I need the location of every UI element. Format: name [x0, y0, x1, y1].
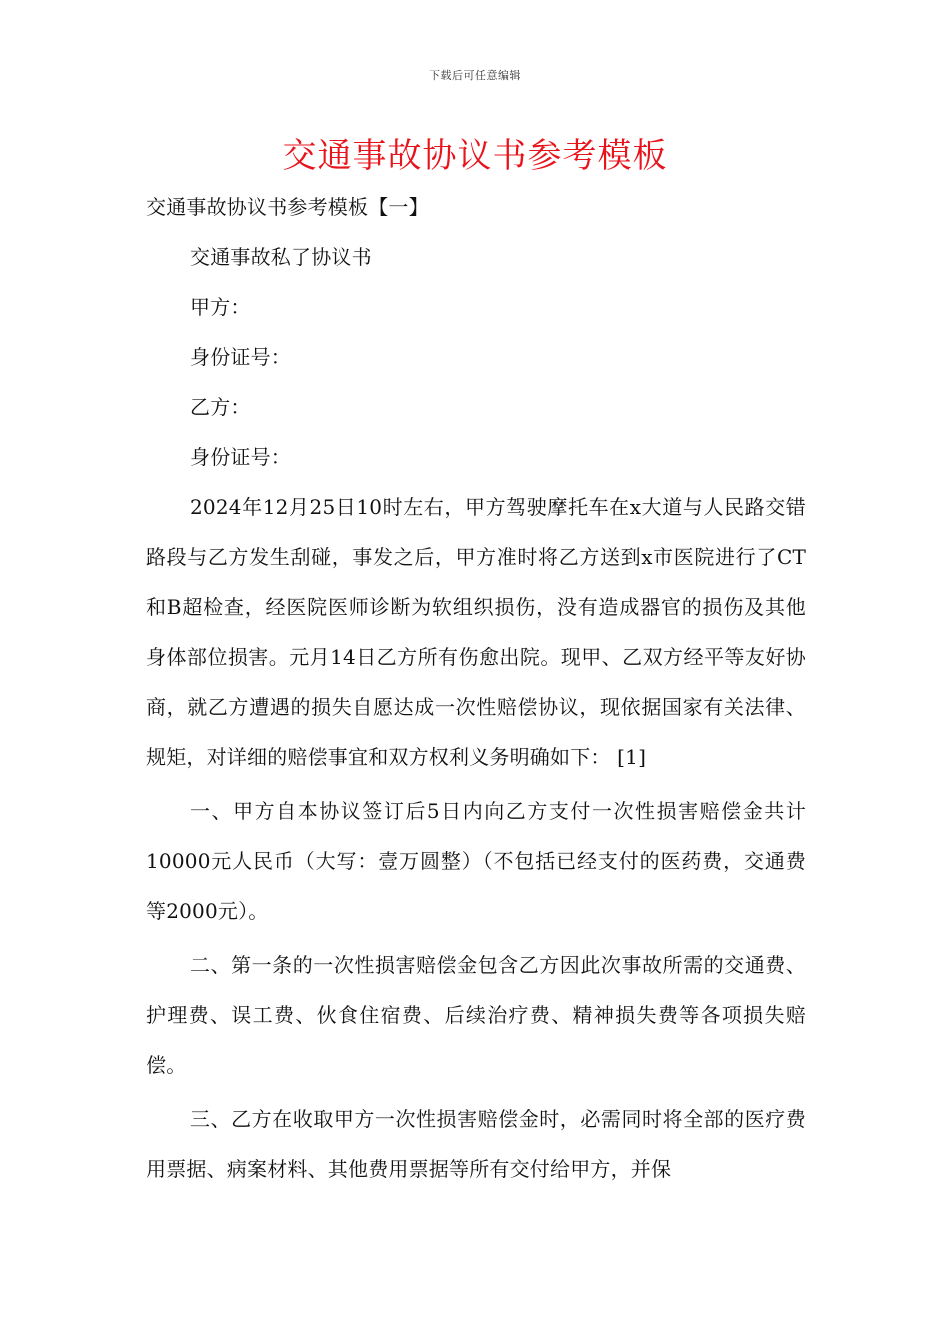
agreement-subtitle: 交通事故私了协议书 [190, 245, 372, 269]
party-b-id-label: 身份证号： [190, 445, 291, 469]
document-body [146, 182, 806, 1194]
party-a-id-label: 身份证号： [190, 345, 291, 369]
party-a-label: 甲方： [190, 295, 251, 319]
clause-3: 三、乙方在收取甲方一次性损害赔偿金时，必需同时将全部的医疗费用票据、病案材料、其他费用票据等所有交付给甲方，并保 [146, 1107, 806, 1181]
clause-2: 二、第一条的一次性损害赔偿金包含乙方因此次事故所需的交通费、护理费、误工费、伙食住宿费、后续治疗费、精神损失费等各项损失赔偿。 [146, 953, 806, 1077]
document-title: 交通事故协议书参考模板 [282, 136, 668, 176]
incident-paragraph: 2024年12月25日10时左右，甲方驾驶摩托车在x大道与人民路交错路段与乙方发生刮碰，事发之后，甲方准时将乙方送到x市医院进行了CT和B超检查，经医院医师诊断为软组织损伤，没有造成器官的损伤及其他身体部位损害。元月14日乙方所有伤愈出院。现甲、乙双方经平等友好协商，就乙方遭遇的损失自愿达成一次性赔偿协议，现依据国家有关法律、规矩，对详细的赔偿事宜和双方权利义务明确如下： [1] [146, 495, 806, 769]
clause-1: 一、甲方自本协议签订后5日内向乙方支付一次性损害赔偿金共计10000元人民币（大写：壹万圆整）（不包括已经支付的医药费，交通费等2000元）。 [146, 799, 806, 923]
page-header-note: 下载后可任意编辑 [429, 69, 521, 82]
section-heading: 交通事故协议书参考模板【一】 [146, 195, 429, 219]
party-b-label: 乙方： [190, 395, 251, 419]
